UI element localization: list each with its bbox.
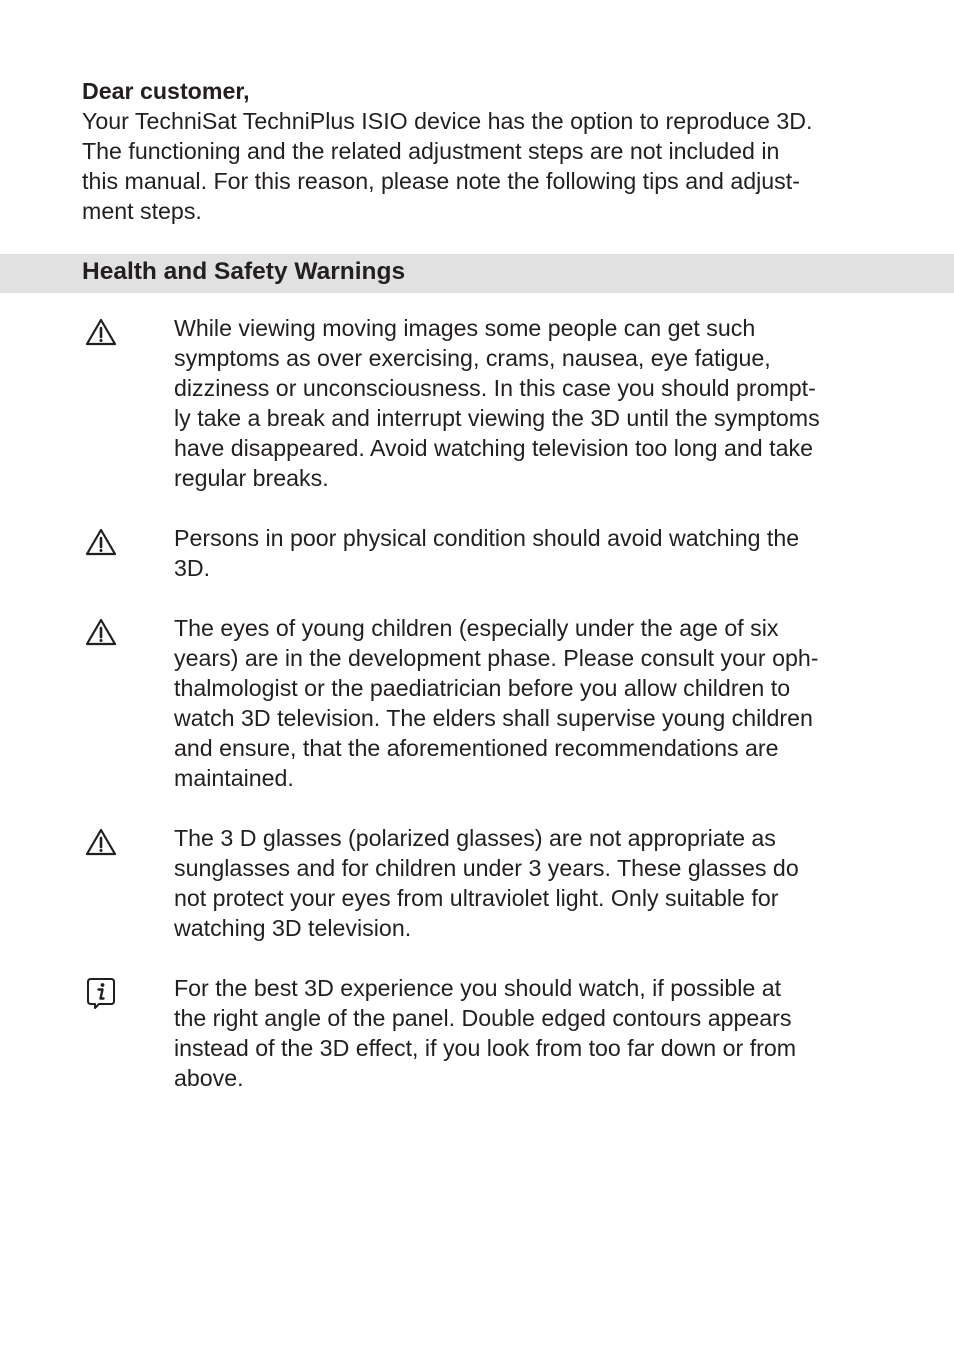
intro-paragraph <box>82 76 882 226</box>
warning-text <box>174 823 894 943</box>
text-line: symptoms as over exercising, crams, nausea, eye fatigue, <box>174 345 771 371</box>
intro-line: ment steps. <box>82 198 202 224</box>
greeting: Dear customer, <box>82 78 250 104</box>
text-line: The 3 D glasses (polarized glasses) are not appropriate as <box>174 825 776 851</box>
info-icon <box>85 977 117 1007</box>
text-line: watch 3D television. The elders shall supervise young children <box>174 705 813 731</box>
text-line: not protect your eyes from ultraviolet light. Only suitable for <box>174 885 779 911</box>
text-line: Persons in poor physical condition should avoid watching the <box>174 525 800 551</box>
text-line: regular breaks. <box>174 465 329 491</box>
warning-icon <box>85 617 117 647</box>
text-line: the right angle of the panel. Double edged contours appears <box>174 1005 792 1031</box>
warning-text <box>174 313 894 493</box>
info-text <box>174 973 894 1093</box>
text-line: sunglasses and for children under 3 years. These glasses do <box>174 855 799 881</box>
text-line: dizziness or unconsciousness. In this case you should prompt- <box>174 375 816 401</box>
section-title: Health and Safety Warnings <box>82 258 406 285</box>
text-line: 3D. <box>174 555 211 581</box>
warning-text <box>174 613 894 793</box>
text-line: While viewing moving images some people can get such <box>174 315 756 341</box>
text-line: instead of the 3D effect, if you look from too far down or from <box>174 1035 797 1061</box>
text-line: above. <box>174 1065 244 1091</box>
intro-line: The functioning and the related adjustment steps are not included in <box>82 138 780 164</box>
text-line: ly take a break and interrupt viewing the 3D until the symptoms <box>174 405 820 431</box>
warning-icon <box>85 317 117 347</box>
text-line: and ensure, that the aforementioned recommendations are <box>174 735 779 761</box>
text-line: maintained. <box>174 765 294 791</box>
text-line: For the best 3D experience you should watch, if possible at <box>174 975 782 1001</box>
warning-text <box>174 523 894 583</box>
text-line: have disappeared. Avoid watching television too long and take <box>174 435 813 461</box>
text-line: thalmologist or the paediatrician before you allow children to <box>174 675 791 701</box>
text-line: years) are in the development phase. Please consult your oph- <box>174 645 819 671</box>
warning-icon <box>85 527 117 557</box>
warning-icon <box>85 827 117 857</box>
text-line: watching 3D television. <box>174 915 412 941</box>
intro-line: Your TechniSat TechniPlus ISIO device has the option to reproduce 3D. <box>82 108 813 134</box>
intro-line: this manual. For this reason, please note the following tips and adjust- <box>82 168 800 194</box>
section-header-bar <box>0 254 954 293</box>
text-line: The eyes of young children (especially under the age of six <box>174 615 779 641</box>
